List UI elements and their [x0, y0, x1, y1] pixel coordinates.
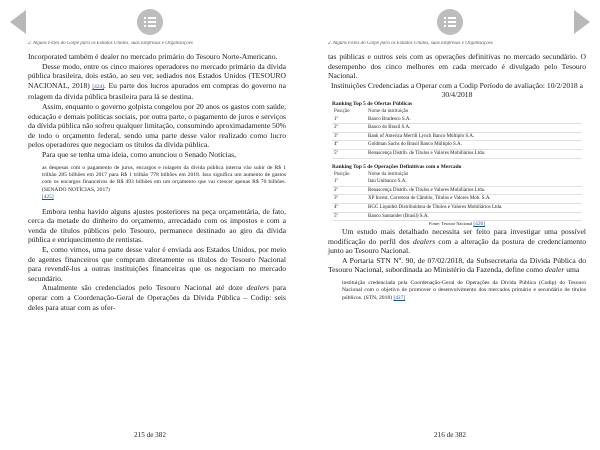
footnote-link[interactable]: [424] — [92, 83, 105, 90]
menu-list-icon[interactable] — [137, 9, 163, 35]
ranking-header: Posição Nome da instituição — [334, 108, 409, 114]
footnote-link[interactable]: [425] — [42, 194, 54, 201]
ranking-row — [332, 124, 582, 133]
ranking-position: 1º — [334, 116, 339, 122]
paragraph: Para que se tenha uma ideia, como anunciou o Senado Notícias, — [42, 149, 237, 159]
ranking-title: Ranking Top 5 de Operações Definitivas com o Mercado — [332, 163, 462, 170]
block-quote: as despesas com o pagamento de juros, encargos e rolagem da dívida pública interna vão subir de R$ 1 trilhão 285 bilhões em 2017 para R$ 1 trilhão 778 bilhões em 2018. Isso significa um aumento de gastos com os encargos financeiros de R$ 493 bilhões em um orçamento que vai crescer apenas R$ 70 bilhões. (SENADO NOTÍCIAS, 2017) [425] — [42, 164, 286, 201]
menu-list-icon[interactable] — [437, 9, 463, 35]
ranking-position: 2º — [334, 187, 339, 193]
prev-page-arrow-icon[interactable] — [10, 10, 26, 34]
ranking-row — [332, 187, 582, 196]
right-body — [328, 52, 586, 302]
institution-name: XP Invest. Corretora de Câmbio, Títulos e Valores Mob. S.A. — [368, 196, 491, 202]
ranking-row — [332, 150, 582, 159]
ranking-title: Ranking Top 5 de Ofertas Públicas — [332, 100, 413, 107]
ranking-position: 1º — [334, 179, 339, 185]
institution-name: Bank of America Merrill Lynch Banco Múltiplo S.A. — [368, 133, 475, 139]
next-page-arrow-icon[interactable] — [574, 10, 590, 34]
ranking-row — [332, 213, 582, 222]
ranking-public-offers — [332, 100, 582, 159]
ranking-row — [332, 204, 582, 213]
ranking-position: 3º — [334, 196, 339, 202]
institution-name: Goldman Sachs do Brasil Banco Múltiplo S.A. — [368, 142, 462, 148]
ranking-row — [332, 116, 582, 125]
ranking-row — [332, 141, 582, 150]
institution-name: BGC Liquidez Distribuidora de Títulos e Valores Mobiliários Ltda. — [368, 204, 503, 210]
ranking-rows — [332, 178, 582, 221]
ranking-position: 2º — [334, 125, 339, 131]
institution-name: Banco do Brasil S.A. — [368, 125, 411, 131]
paragraph: Embora tenha havido alguns ajustes posteriores na peça orçamentária, de fato, cerca da metade do dinheiro do orçamento, arrecadado com os impostos e com a venda de títulos públicos pelo Tesouro, permanece destinado ao giro da dívida pública e enriquecimento de rentistas. — [28, 206, 286, 245]
paragraph: tas públicas e outros seis com as operações definitivas no mercado secundário. O desempenho dos cinco melhores em cada mercado é divulgado pelo Tesouro Nacional. — [328, 52, 586, 81]
right-page — [300, 0, 600, 450]
page-number: 216 de 382 — [434, 431, 466, 439]
running-head: 2. Alguns Fezes do Golpe para os Estados Unidos, suas Empresas e Organizações — [328, 41, 493, 46]
ranking-position: 3º — [334, 133, 339, 139]
institution-name: Banco Santander (Brasil) S.A. — [368, 213, 429, 219]
ranking-header: Posição Nome da instituição — [334, 171, 409, 177]
running-head: 2. Alguns Fezes do Golpe para os Estados Unidos, suas Empresas e Organizações — [28, 41, 193, 46]
ranking-row — [332, 133, 582, 142]
institution-name: Renascença Distrib. de Títulos e Valores Mobiliários Ltda. — [368, 187, 486, 193]
footnote-link[interactable]: [426] — [473, 221, 486, 228]
ranking-position: 5º — [334, 213, 339, 219]
paragraph: Um estudo mais detalhado necessita ser feito para investigar uma possível modificação do perfil dos dealers com a alteração da postura de credenciamento junto ao Tesouro Nacional. — [328, 227, 586, 256]
paragraph: Atualmente são credenciados pelo Tesouro Nacional até doze dealers para operar com a Coordenação-Geral de Operações da Dívida Pública – Codip: seis deles para atuar com as ofer- — [28, 283, 286, 312]
table-source: Fonte: Tesouro Nacional [426] — [428, 221, 486, 228]
ranking-row — [332, 178, 582, 187]
ranking-rows — [332, 116, 582, 159]
institution-name: Renascença Distrib. de Títulos e Valores Mobiliários Ltda. — [368, 150, 486, 156]
footnote-link[interactable]: [427] — [393, 294, 406, 301]
paragraph: Assim, enquanto o governo golpista congelou por 20 anos os gastos com saúde, educação e demais políticas sociais, por outra parte, o pagamento de juros e serviços da dívida pública não sofreu qualquer limitação, consumindo aproximadamente 50% de todo o orçamento federal, sendo uma parte desse valor realizado como lucro pelos operadores que negociam os títulos da dívida pública. — [28, 101, 286, 150]
paragraph: E, como vimos, uma parte desse valor é enviada aos Estados Unidos, por meio de agentes financeiros que compram diretamente os títulos do Tesouro Nacional para revendê-los a outras instituições financeiras que os negociam no mercado secundário. — [28, 244, 286, 283]
table-caption: Instituições Credenciadas a Operar com a Codip Período de avaliação: 10/2/2018 a 30/4/2018 — [331, 80, 583, 100]
institution-name: Itaú Unibanco S.A. — [368, 179, 407, 185]
ranking-row — [332, 195, 582, 204]
ranking-market-operations — [332, 163, 582, 222]
ranking-position: 5º — [334, 150, 339, 156]
institution-name: Banco Bradesco S.A. — [368, 116, 411, 122]
paragraph: Desse modo, entre os cinco maiores operadores no mercado primário da dívida pública brasileira, dois estão, ao seu ver, sediados nos Estados Unidos (TESOURO NACIONAL, 2018) [424]. Eu parte dos lucros apurados em compras do governo na rolagem da dívida pública brasileira para lá se destina. — [28, 61, 286, 102]
block-quote: instituição credenciada pela Coordenação-Geral de Operações da Dívida Pública (Codip) do Tesouro Nacional com o objetivo de promover o desenvolvimento dos mercados primário e secundário de títulos públicos. (STN, 2018) [427] — [342, 280, 586, 301]
ranking-position: 4º — [334, 142, 339, 148]
left-body — [28, 52, 286, 312]
paragraph: Incorporated também é dealer no mercado primário do Tesouro Norte-Americano. — [28, 52, 278, 61]
ranking-position: 4º — [334, 204, 339, 210]
paragraph: A Portaria STN Nº. 90, de 07/02/2018, da Subsecretaria da Dívida Pública do Tesouro Nacional, subordinada ao Ministério da Fazenda, define como dealer uma — [328, 255, 586, 275]
page-number: 215 de 382 — [134, 431, 166, 439]
